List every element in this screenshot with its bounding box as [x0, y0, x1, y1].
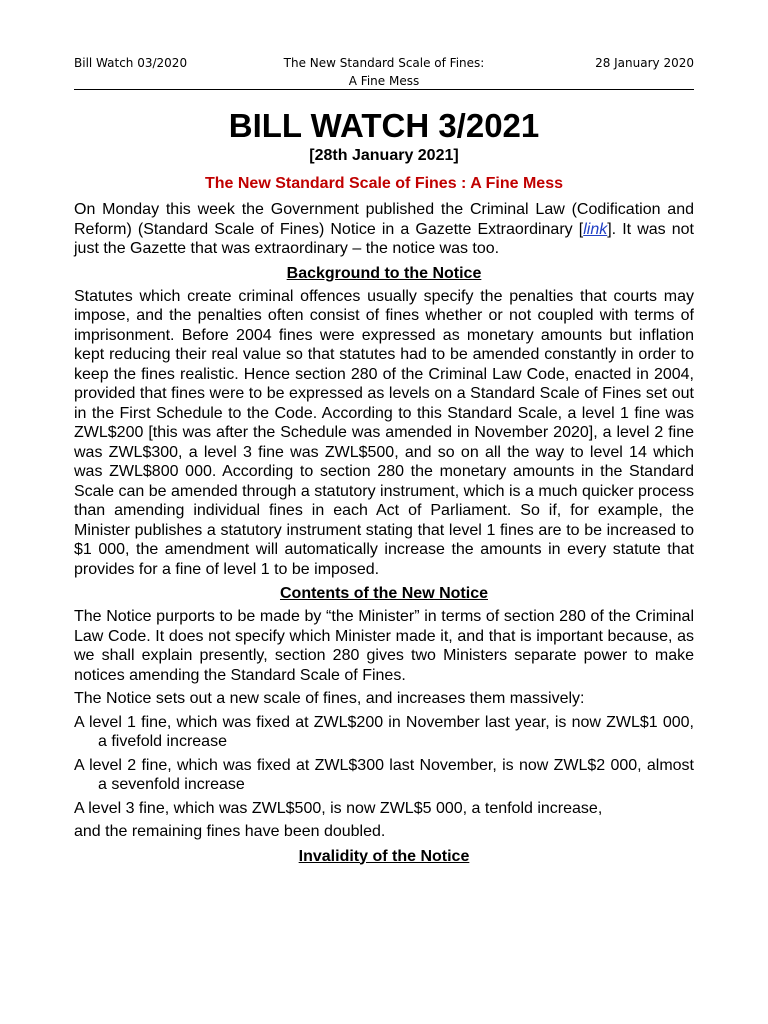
- header-title-line2: A Fine Mess: [348, 74, 420, 88]
- background-paragraph: Statutes which create criminal offences usually specify the penalties that courts may impose, and the penalties often consist of fines whether or not coupled with terms of imprisonment. Before 2004 fines were expressed as monetary amounts but inflation kept reducing their real value so that statutes had to be amended constantly in order to keep the fines realistic. Hence section 280 of the Criminal Law Code, enacted in 2004, provided that fines were to be expressed as levels on a Standard Scale of Fines set out in the First Schedule to the Code. According to this Standard Scale, a level 1 fine was ZWL$200 [this was after the Schedule was amended in November 2020], a level 2 fine was ZWL$300, a level 3 fine was ZWL$500, and so on all the way to level 14 which was ZWL$800 000. According to section 280 the monetary amounts in the Standard Scale can be amended through a statutory instrument, which is a much quicker process than amending individual fines in each Act of Parliament. So if, for example, the Minister publishes a statutory instrument stating that level 1 fines are to be increased to $1 000, the amendment will automatically increase the amounts in every statute that provides for a fine of level 1 to be imposed.: [74, 287, 694, 578]
- level-1-item: A level 1 fine, which was fixed at ZWL$200 in November last year, is now ZWL$1 000, a fivefold increase: [74, 713, 694, 750]
- header-bill-number: Bill Watch 03/2020: [74, 56, 188, 70]
- gazette-link[interactable]: link: [583, 220, 608, 238]
- document-date: [28th January 2021]: [309, 147, 459, 164]
- document-title: BILL WATCH 3/2021: [228, 107, 540, 144]
- running-header: [74, 54, 694, 90]
- intro-paragraph: [74, 200, 694, 259]
- header-divider: [74, 89, 694, 90]
- scale-intro-paragraph: The Notice sets out a new scale of fines, and increases them massively:: [74, 690, 585, 707]
- document-subtitle: The New Standard Scale of Fines : A Fine Mess: [204, 175, 563, 192]
- contents-paragraph: The Notice purports to be made by “the Minister” in terms of section 280 of the Criminal Law Code. It does not specify which Minister made it, and that is important because, as we shall explain presently, section 280 gives two Ministers separate power to make notices amending the Standard Scale of Fines.: [74, 608, 694, 684]
- section-heading-contents: Contents of the New Notice: [279, 585, 488, 602]
- header-date: 28 January 2020: [595, 56, 694, 70]
- level-2-item: A level 2 fine, which was fixed at ZWL$300 last November, is now ZWL$2 000, almost a sevenfold increase: [74, 756, 694, 793]
- section-heading-invalidity: Invalidity of the Notice: [298, 847, 470, 865]
- header-title-line1: The New Standard Scale of Fines:: [283, 56, 485, 70]
- level-3-item: A level 3 fine, which was ZWL$500, is now ZWL$5 000, a tenfold increase,: [74, 799, 603, 817]
- remaining-fines-item: and the remaining fines have been doubled.: [74, 823, 386, 840]
- intro-text-before-link: On Monday this week the Government published the Criminal Law (Codification and Reform) (Standard Scale of Fines) Notice in a Gazette Extraordinary [: [74, 201, 694, 238]
- section-heading-background: Background to the Notice: [286, 264, 482, 282]
- intro-text-after-link: ]. It was not just the Gazette that was extraordinary – the notice was too.: [74, 220, 694, 257]
- document-body: [74, 106, 694, 870]
